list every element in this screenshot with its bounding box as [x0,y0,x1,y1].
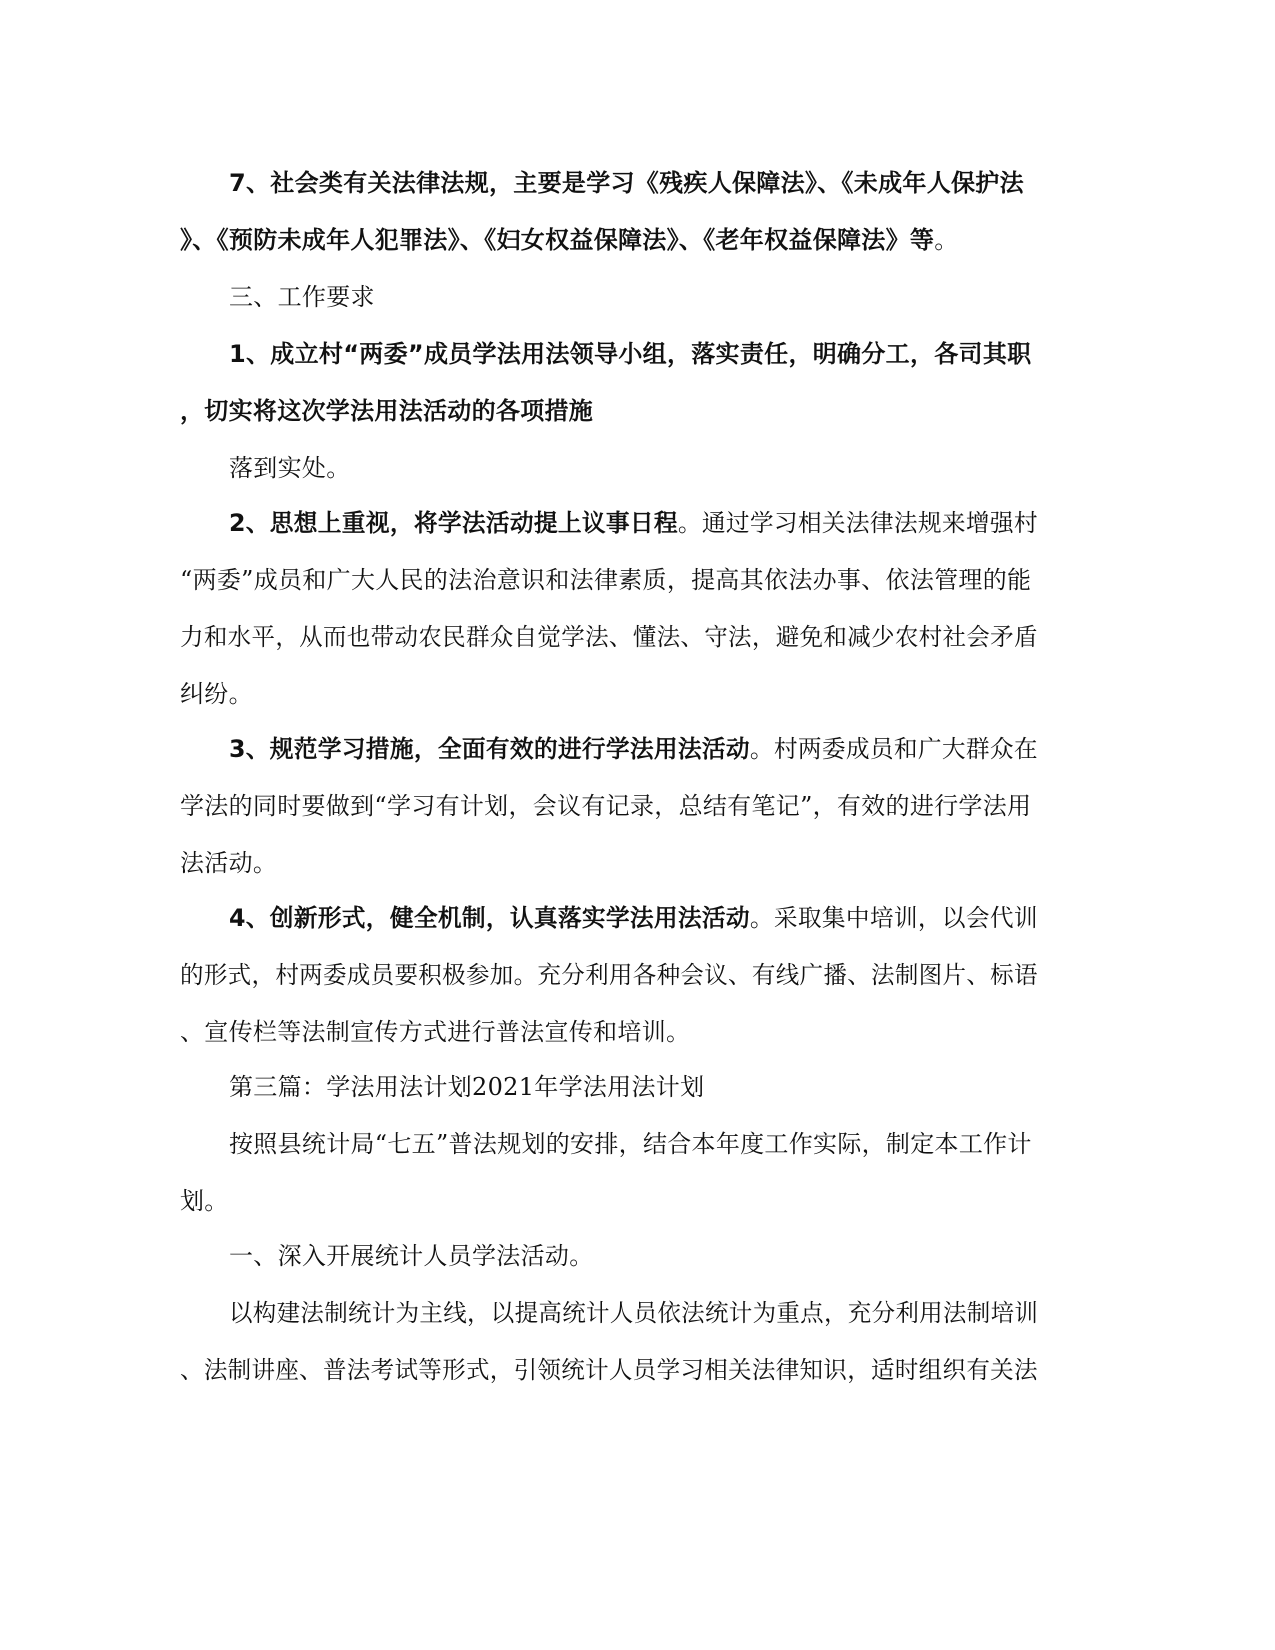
bold-text: 1、成立村“两委”成员学法用法领导小组，落实责任，明确分工，各司其职 [229,340,1032,368]
normal-text: 力和水平，从而也带动农民群众自觉学法、懂法、守法，避免和减少农村社会矛盾 [180,623,1038,651]
normal-text: 划。 [180,1187,229,1215]
bold-text: 7、社会类有关法律法规，主要是学习《残疾人保障法》、《未成年人保护法 [229,169,1024,197]
section-one-line-2 [180,1355,1038,1385]
normal-text: 以构建法制统计为主线，以提高统计人员依法统计为重点，充分利用法制培训 [229,1299,1039,1327]
normal-text: 按照县统计局“七五”普法规划的安排，结合本年度工作实际，制定本工作计 [229,1130,1032,1158]
item-2-line-1 [229,508,1038,538]
normal-text: 一、深入开展统计人员学法活动。 [229,1242,594,1270]
normal-text: 、宣传栏等法制宣传方式进行普法宣传和培训。 [180,1018,691,1046]
item-3-line-1 [229,734,1038,764]
item-2-line-2 [180,565,1031,595]
intro-line-2 [180,1186,229,1216]
item-4-line-1 [229,903,1038,933]
item-1-line-3 [229,453,351,483]
paragraph-social-laws-line-2 [180,225,959,255]
section-one-line-1 [229,1298,1038,1328]
normal-text: 的形式，村两委成员要积极参加。充分利用各种会议、有线广播、法制图片、标语 [180,961,1038,989]
normal-text: 。 [934,226,959,254]
normal-text: “两委”成员和广大人民的法治意识和法律素质，提高其依法办事、依法管理的能 [180,566,1032,594]
bold-text: ，切实将这次学法用法活动的各项措施 [180,397,594,425]
item-1-line-1 [229,339,1031,369]
item-3-line-3 [180,848,277,878]
bold-text: 2、思想上重视，将学法活动提上议事日程 [229,509,678,537]
item-1-line-2 [180,396,593,426]
chapter-heading-third [229,1072,704,1102]
section-heading-work-requirements [229,282,375,312]
normal-text: 落到实处。 [229,454,351,482]
normal-text: 第三篇：学法用法计划2021年学法用法计划 [229,1073,705,1101]
section-heading-one [229,1241,594,1271]
normal-text: 三、工作要求 [229,283,375,311]
normal-text: 。通过学习相关法律法规来增强村 [677,509,1038,537]
paragraph-social-laws-line-1 [229,168,1024,198]
item-2-line-3 [180,622,1038,652]
normal-text: 纠纷。 [180,680,253,708]
normal-text: 。村两委成员和广大群众在 [749,735,1038,763]
normal-text: 、法制讲座、普法考试等形式，引领统计人员学习相关法律知识，适时组织有关法 [180,1356,1038,1384]
bold-text: 》、《预防未成年人犯罪法》、《妇女权益保障法》、《老年权益保障法》等 [180,226,935,254]
normal-text: 法活动。 [180,849,278,877]
normal-text: 。采取集中培训，以会代训 [749,904,1038,932]
bold-text: 3、规范学习措施，全面有效的进行学法用法活动 [229,735,750,763]
item-4-line-3 [180,1017,690,1047]
item-2-line-4 [180,679,253,709]
item-4-line-2 [180,960,1038,990]
bold-text: 4、创新形式，健全机制，认真落实学法用法活动 [229,904,750,932]
intro-line-1 [229,1129,1032,1159]
item-3-line-2 [180,791,1031,821]
normal-text: 学法的同时要做到“学习有计划，会议有记录，总结有笔记”，有效的进行学法用 [180,792,1032,820]
